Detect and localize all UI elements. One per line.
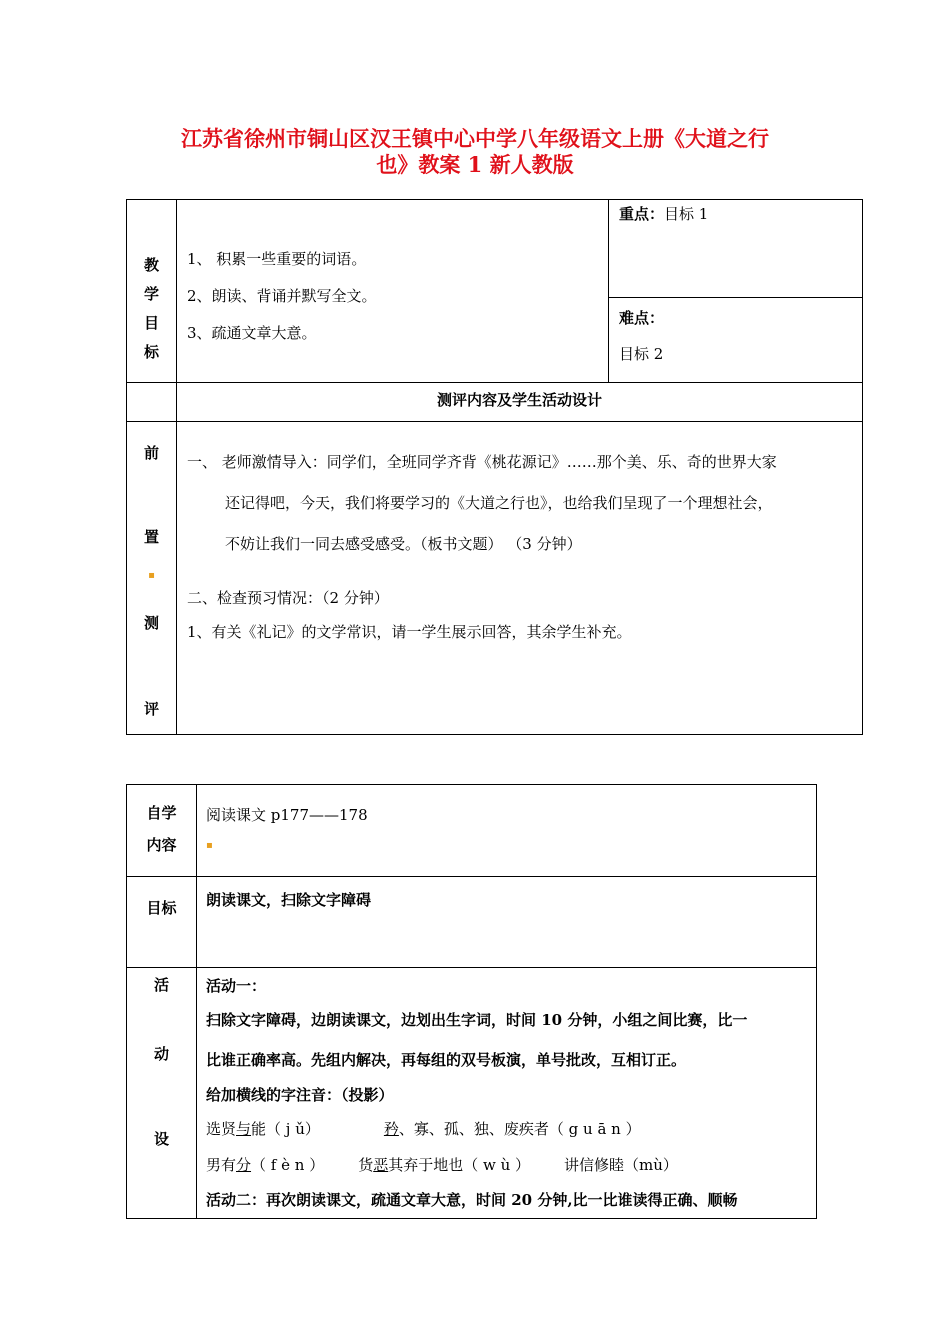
- phonetic-row-2: [206, 1148, 816, 1182]
- pretest-label-char: 测: [143, 614, 159, 632]
- activity-1-title: 活动一：: [206, 977, 267, 995]
- pretest-label-char: 评: [143, 700, 159, 718]
- section-header-cell: [177, 383, 863, 422]
- self-study-content-cell: [197, 785, 817, 877]
- self-study-label-line: 自学: [146, 804, 177, 822]
- pretest-label-cell: [127, 422, 177, 735]
- pretest-paragraph-1-line2: 还记得吧，今天，我们将要学习的《大道之行也》，也给我们呈现了一个理想社会，: [225, 494, 773, 512]
- self-study-label-line: 内容: [146, 836, 177, 854]
- lesson-goals-table: [126, 199, 863, 735]
- goal-item: 1、 积累一些重要的词语。: [187, 250, 367, 268]
- goal-item: 3、疏通文章大意。: [187, 324, 317, 342]
- activity-label-cell: [127, 968, 197, 1219]
- pretest-paragraph-2: 二、检查预习情况：（2 分钟）: [187, 589, 389, 607]
- header-spacer-cell: [127, 383, 177, 422]
- goals-label-char: 标: [143, 343, 159, 361]
- underlined-char: 恶: [373, 1156, 389, 1174]
- activity-label-char: 动: [153, 1045, 169, 1063]
- pretest-label-char: 置: [143, 528, 159, 546]
- activity-label-char: 设: [153, 1130, 169, 1148]
- activity-content-cell: [197, 968, 817, 1219]
- underlined-char: 分: [236, 1156, 252, 1174]
- goals-content-cell: [177, 200, 609, 383]
- pretest-paragraph-3: 1、有关《礼记》的文学常识，请一学生展示回答，其余学生补充。: [187, 623, 632, 641]
- pretest-content-cell: [177, 422, 863, 735]
- self-study-table: [126, 784, 817, 1219]
- goal-item: 2、朗读、背诵并默写全文。: [187, 287, 377, 305]
- pretest-label-char: 前: [143, 444, 159, 462]
- key-point-value: 目标 1: [664, 205, 709, 223]
- phonetic-row-1: [206, 1110, 816, 1148]
- goal-label: 目标: [146, 899, 177, 917]
- activity-1-line1: 扫除文字障碍，边朗读课文，边划出生字词，时间 10 分钟，小组之间比赛，比一: [206, 1011, 748, 1029]
- difficulty-value: 目标 2: [619, 345, 664, 363]
- phonetic-text: （ f è n ）: [251, 1156, 325, 1174]
- dot-mark: ▪: [206, 840, 213, 851]
- phonetic-title: 给加横线的字注音：（投影）: [206, 1086, 394, 1104]
- phonetic-text: 、寡、孤、独、废疾者（ g u ā n ）: [398, 1120, 641, 1138]
- pretest-paragraph-1: 一、 老师激情导入：同学们，全班同学齐背《桃花源记》……那个美、乐、奇的世界大家: [187, 453, 777, 471]
- self-study-value: 阅读课文 p177——178: [206, 806, 368, 824]
- underlined-char: 与: [236, 1120, 252, 1138]
- goals-label-char: 目: [143, 314, 159, 332]
- phonetic-text: 其弃于地也（ w ù ）: [388, 1156, 531, 1174]
- phonetic-text: 货: [358, 1156, 374, 1174]
- document-title-line1: 江苏省徐州市铜山区汉王镇中心中学八年级语文上册《大道之行: [181, 126, 769, 151]
- phonetic-text: 选贤: [206, 1120, 237, 1138]
- pretest-paragraph-1-line3: 不妨让我们一同去感受感受。（板书文题） （3 分钟）: [225, 535, 582, 553]
- document-title-line2: 也》教案 1 新人教版: [376, 152, 574, 177]
- difficulty-cell: [609, 298, 863, 383]
- section-header: 测评内容及学生活动设计: [436, 391, 602, 409]
- goal-label-cell: [127, 877, 197, 968]
- goal-content-cell: [197, 877, 817, 968]
- activity-label-char: 活: [153, 976, 169, 994]
- key-point-cell: [609, 200, 863, 298]
- goals-label-cell: [127, 200, 177, 383]
- phonetic-text: 讲信修睦（mù）: [564, 1156, 678, 1174]
- activity-2: 活动二：再次朗读课文，疏通文章大意，时间 20 分钟,比一比谁读得正确、顺畅: [206, 1191, 738, 1209]
- phonetic-text: 能（ j ǔ）: [251, 1120, 320, 1138]
- goal-value: 朗读课文，扫除文字障碍: [206, 891, 372, 909]
- self-study-label-cell: [127, 785, 197, 877]
- phonetic-text: 男有: [206, 1156, 237, 1174]
- dot-mark: ▪: [148, 570, 155, 581]
- activity-1-line2: 比谁正确率高。先组内解决，再每组的双号板演，单号批改，互相订正。: [206, 1051, 687, 1069]
- key-point-label: 重点：: [619, 205, 665, 223]
- goals-label-char: 学: [143, 285, 159, 303]
- underlined-char: 矜: [383, 1120, 399, 1138]
- goals-label-char: 教: [143, 256, 159, 274]
- difficulty-label: 难点：: [619, 309, 665, 327]
